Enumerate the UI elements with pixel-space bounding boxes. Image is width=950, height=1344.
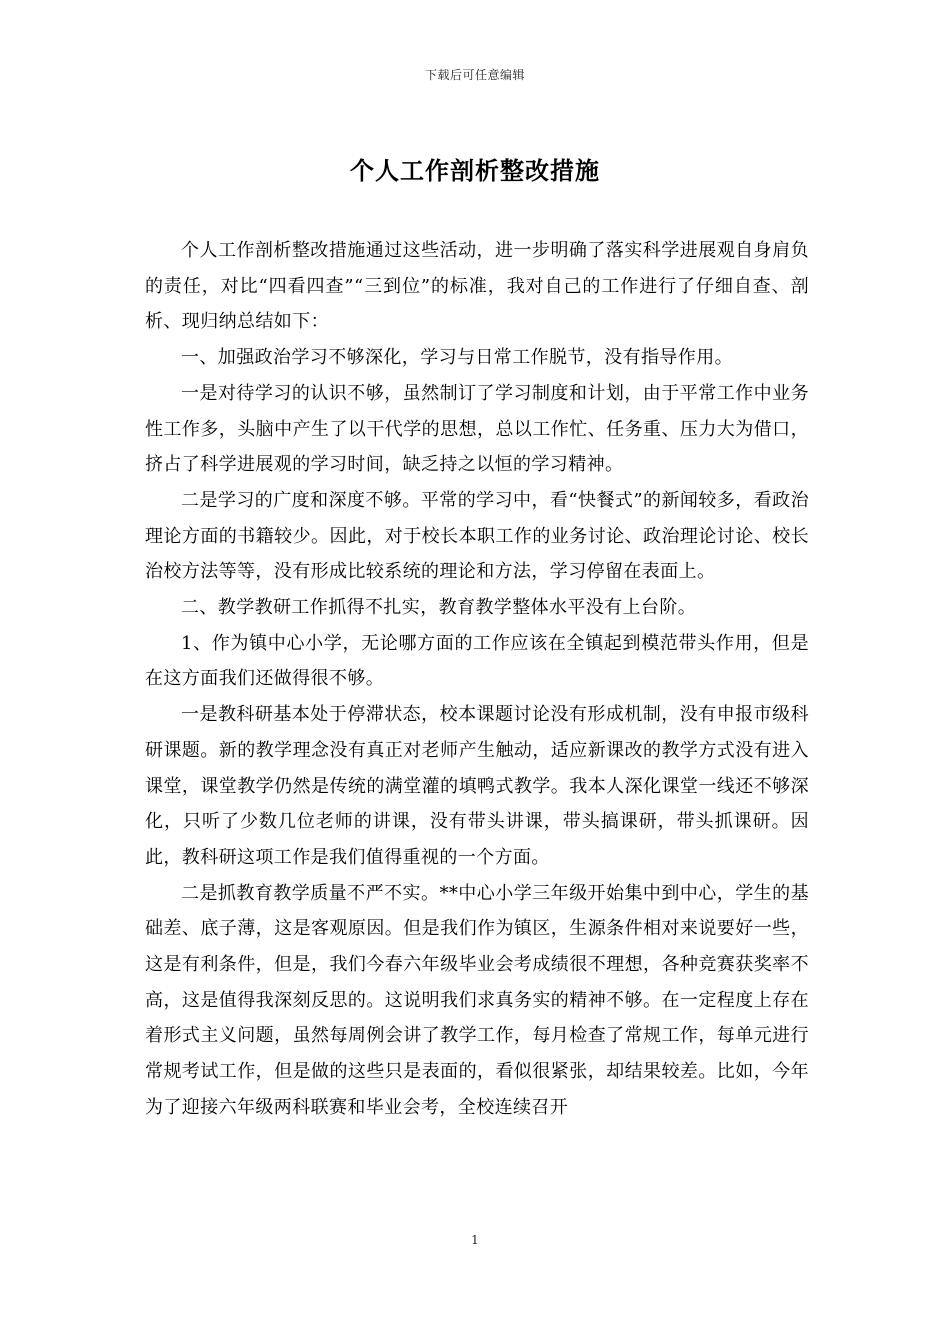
paragraph: 一是教科研基本处于停滞状态，校本课题讨论没有形成机制，没有申报市级科研课题。新的教学理念没有真正对老师产生触动，适应新课改的教学方式没有进入课堂，课堂教学仍然是传统的满堂灌的填鸭式教学。我本人深化课堂一线还不够深化，只听了少数几位老师的讲课，没有带头讲课，带头搞课研，带头抓课研。因此，教科研这项工作是我们值得重视的一个方面。 <box>145 704 809 868</box>
document-title: 个人工作剖析整改措施 <box>350 156 600 185</box>
paragraph: 二是抓教育教学质量不严不实。**中心小学三年级开始集中到中心，学生的基础差、底子薄，这是客观原因。但是我们作为镇区，生源条件相对来说要好一些，这是有利条件，但是，我们今春六年级毕业会考成绩很不理想，各种竞赛获奖率不高，这是值得我深刻反思的。这说明我们求真务实的精神不够。在一定程度上存在着形式主义问题，虽然每周例会讲了教学工作，每月检查了常规工作，每单元进行常规考试工作，但是做的这些只是表面的，看似很紧张，却结果较差。比如，今年为了迎接六年级两科联赛和毕业会考，全校连续召开 <box>145 882 809 1118</box>
header-note: 下载后可任意编辑 <box>424 68 525 82</box>
paragraph: 二是学习的广度和深度不够。平常的学习中，看“快餐式”的新闻较多，看政治理论方面的书籍较少。因此，对于校长本职工作的业务讨论、政治理论讨论、校长治校方法等等，没有形成比较系统的理论和方法，学习停留在表面上。 <box>145 489 809 583</box>
paragraph: 一、加强政治学习不够深化，学习与日常工作脱节，没有指导作用。 <box>181 347 733 369</box>
page-number: 1 <box>471 1233 479 1247</box>
paragraph: 二、教学教研工作抓得不扎实，教育教学整体水平没有上台阶。 <box>181 597 697 619</box>
document-body <box>145 233 809 1126</box>
paragraph: 一是对待学习的认识不够，虽然制订了学习制度和计划，由于平常工作中业务性工作多，头脑中产生了以干代学的思想，总以工作忙、任务重、压力大为借口，挤占了科学进展观的学习时间，缺乏持之以恒的学习精神。 <box>145 382 809 476</box>
paragraph: 1、作为镇中心小学，无论哪方面的工作应该在全镇起到模范带头作用，但是在这方面我们还做得很不够。 <box>145 632 809 690</box>
paragraph: 个人工作剖析整改措施通过这些活动，进一步明确了落实科学进展观自身肩负的责任，对比“四看四查”“三到位”的标准，我对自己的工作进行了仔细自查、剖析、现归纳总结如下： <box>145 240 809 333</box>
